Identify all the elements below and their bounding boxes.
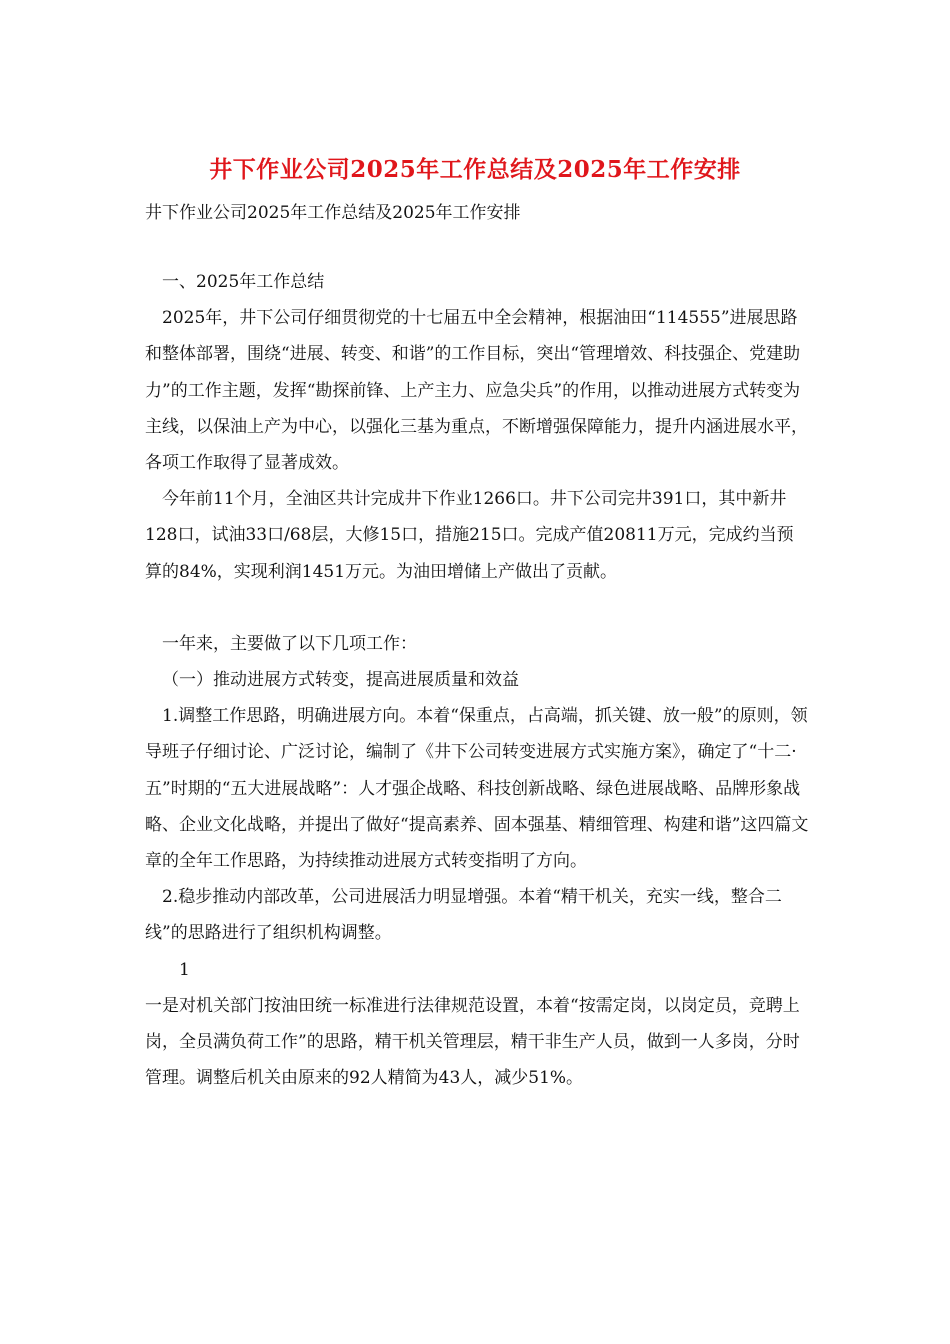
document-body — [145, 264, 810, 1096]
paragraph: 今年前11个月，全油区共计完成井下作业1266口。井下公司完井391口，其中新井128口，试油33口/68层，大修15口，措施215口。完成产值20811万元，完成约当预算的84%，实现利润1451万元。为油田增储上产做出了贡献。 — [145, 489, 794, 582]
paragraph: 2.稳步推动内部改革，公司进展活力明显增强。本着“精干机关，充实一线，整合二线”的思路进行了组织机构调整。 — [145, 887, 782, 944]
paragraph: 1.调整工作思路，明确进展方向。本着“保重点，占高端，抓关键、放一般”的原则，领导班子仔细讨论、广泛讨论，编制了《井下公司转变进展方式实施方案》，确定了“十二·五”时期的“五大进展战略”：人才强企战略、科技创新战略、绿色进展战略、品牌形象战略、企业文化战略，并提出了做好“提高素养、固本强基、精细管理、构建和谐”这四篇文章的全年工作思路，为持续推动进展方式转变指明了方向。 — [145, 706, 809, 872]
page-number: 1 — [179, 959, 190, 980]
subsection-heading: （一）推动进展方式转变，提高进展质量和效益 — [162, 670, 519, 691]
paragraph: 2025年，井下公司仔细贯彻党的十七届五中全会精神，根据油田“114555”进展思路和整体部署，围绕“进展、转变、和谐”的工作目标，突出“管理增效、科技强企、党建助力”的工作主题，发挥“勘探前锋、上产主力、应急尖兵”的作用，以推动进展方式转变为主线，以保油上产为中心，以强化三基为重点，不断增强保障能力，提升内涵进展水平，各项工作取得了显著成效。 — [145, 308, 808, 474]
section-heading: 一、2025年工作总结 — [162, 272, 325, 292]
paragraph: 一是对机关部门按油田统一标准进行法律规范设置，本着“按需定岗，以岗定员，竞聘上岗，全员满负荷工作”的思路，精干机关管理层，精干非生产人员，做到一人多岗，分时管理。调整后机关由原来的92人精简为43人，减少51%。 — [145, 995, 800, 1089]
document-subtitle: 井下作业公司2025年工作总结及2025年工作安排 — [145, 203, 521, 223]
paragraph: 一年来，主要做了以下几项工作： — [162, 633, 417, 654]
document-title: 井下作业公司2025年工作总结及2025年工作安排 — [209, 156, 741, 183]
